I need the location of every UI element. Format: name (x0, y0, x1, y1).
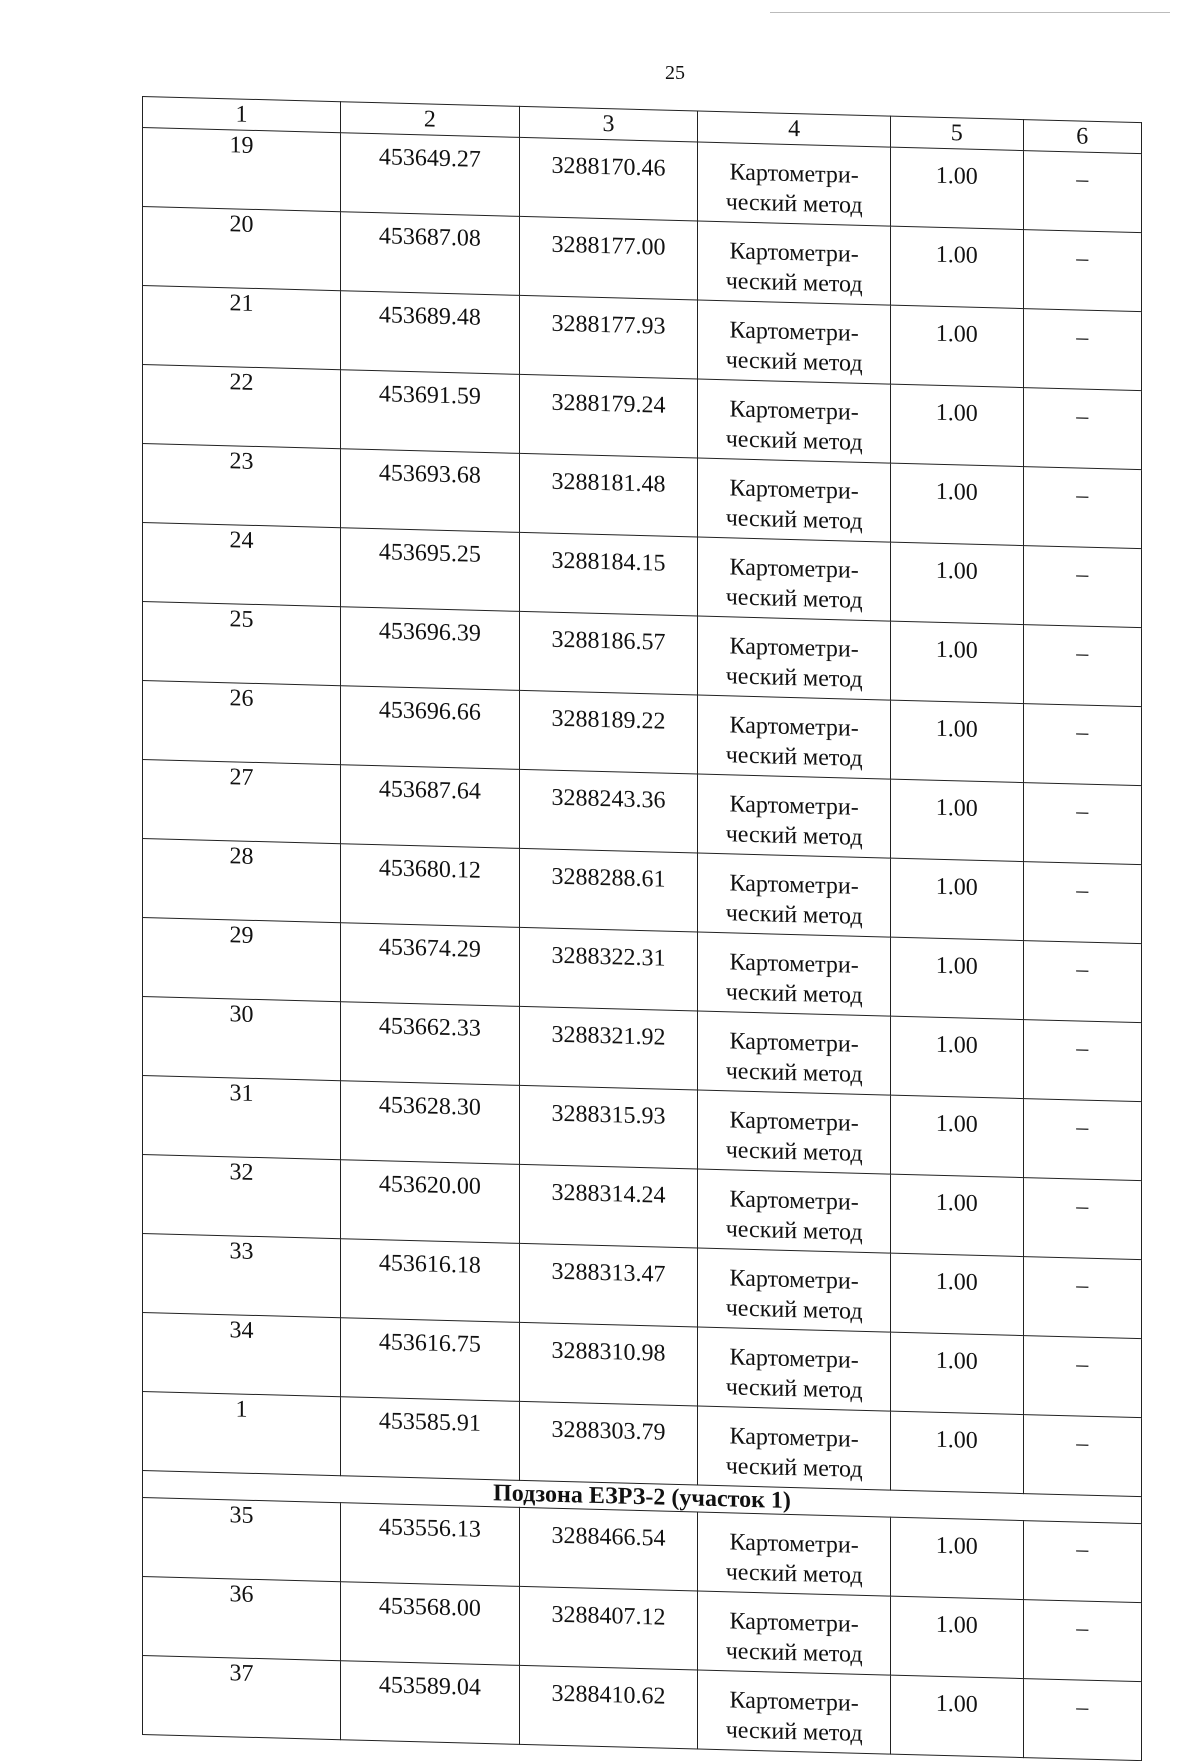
accuracy-cell: 1.00 (890, 226, 1023, 308)
y-coordinate-cell: 3288466.54 (519, 1507, 698, 1591)
point-number-cell: 21 (143, 286, 341, 370)
coordinates-table (142, 96, 1142, 1761)
method-line-2: ческий метод (725, 189, 863, 219)
x-coordinate-cell: 453620.00 (341, 1160, 520, 1244)
method-line-1: Картометри- (729, 1529, 859, 1559)
point-number-cell: 35 (143, 1498, 341, 1582)
x-coordinate-cell: 453649.27 (341, 133, 520, 217)
method-cell (698, 1248, 891, 1332)
accuracy-cell: 1.00 (890, 1016, 1023, 1098)
method-line-2: ческий метод (725, 584, 863, 614)
description-cell: – (1023, 1600, 1142, 1682)
coordinates-table-wrapper (142, 96, 1142, 1761)
method-line-1: Картометри- (729, 1186, 859, 1216)
method-line-1: Картометри- (729, 1423, 859, 1453)
method-line-2: ческий метод (725, 1295, 863, 1325)
x-coordinate-cell: 453616.75 (341, 1318, 520, 1402)
x-coordinate-cell: 453628.30 (341, 1081, 520, 1165)
method-line-1: Картометри- (729, 791, 859, 821)
x-coordinate-cell: 453680.12 (341, 844, 520, 928)
y-coordinate-cell: 3288189.22 (519, 690, 698, 774)
y-coordinate-cell: 3288407.12 (519, 1586, 698, 1670)
method-line-2: ческий метод (725, 1717, 863, 1747)
method-line-1: Картометри- (729, 633, 859, 663)
description-cell: – (1023, 783, 1142, 865)
accuracy-cell: 1.00 (890, 463, 1023, 545)
method-cell (698, 458, 891, 542)
description-cell: – (1023, 1257, 1142, 1339)
method-line-2: ческий метод (725, 505, 863, 535)
description-cell: – (1023, 151, 1142, 233)
x-coordinate-cell: 453687.64 (341, 765, 520, 849)
description-cell: – (1023, 309, 1142, 391)
x-coordinate-cell: 453568.00 (341, 1582, 520, 1666)
accuracy-cell: 1.00 (890, 1253, 1023, 1335)
accuracy-cell: 1.00 (890, 1675, 1023, 1757)
description-cell: – (1023, 1415, 1142, 1497)
point-number-cell: 25 (143, 602, 341, 686)
description-cell: – (1023, 1679, 1142, 1761)
point-number-cell: 32 (143, 1155, 341, 1239)
method-line-1: Картометри- (729, 1107, 859, 1137)
y-coordinate-cell: 3288314.24 (519, 1164, 698, 1248)
header-col-5: 5 (890, 116, 1023, 150)
point-number-cell: 23 (143, 444, 341, 528)
method-line-2: ческий метод (725, 1216, 863, 1246)
y-coordinate-cell: 3288321.92 (519, 1006, 698, 1090)
x-coordinate-cell: 453616.18 (341, 1239, 520, 1323)
accuracy-cell: 1.00 (890, 858, 1023, 940)
method-line-2: ческий метод (725, 821, 863, 851)
accuracy-cell: 1.00 (890, 1332, 1023, 1414)
accuracy-cell: 1.00 (890, 542, 1023, 624)
method-line-1: Картометри- (729, 554, 859, 584)
header-col-2: 2 (341, 102, 520, 138)
method-line-2: ческий метод (725, 347, 863, 377)
x-coordinate-cell: 453687.08 (341, 212, 520, 296)
point-number-cell: 33 (143, 1234, 341, 1318)
accuracy-cell: 1.00 (890, 384, 1023, 466)
y-coordinate-cell: 3288186.57 (519, 611, 698, 695)
table-body-part-2 (143, 1498, 1142, 1761)
method-line-2: ческий метод (725, 1453, 863, 1483)
point-number-cell: 24 (143, 523, 341, 607)
page-number: 25 (665, 62, 685, 84)
point-number-cell: 20 (143, 207, 341, 291)
method-line-2: ческий метод (725, 1638, 863, 1668)
x-coordinate-cell: 453585.91 (341, 1397, 520, 1481)
y-coordinate-cell: 3288313.47 (519, 1243, 698, 1327)
description-cell: – (1023, 388, 1142, 470)
method-cell (698, 300, 891, 384)
y-coordinate-cell: 3288410.62 (519, 1665, 698, 1749)
method-cell (698, 379, 891, 463)
description-cell: – (1023, 230, 1142, 312)
method-cell (698, 1090, 891, 1174)
accuracy-cell: 1.00 (890, 1095, 1023, 1177)
header-col-1: 1 (143, 97, 341, 133)
y-coordinate-cell: 3288179.24 (519, 374, 698, 458)
description-cell: – (1023, 862, 1142, 944)
x-coordinate-cell: 453674.29 (341, 923, 520, 1007)
y-coordinate-cell: 3288322.31 (519, 927, 698, 1011)
method-line-1: Картометри- (729, 317, 859, 347)
method-cell (698, 1512, 891, 1596)
method-line-1: Картометри- (729, 1028, 859, 1058)
table-body-part-1 (143, 128, 1142, 1497)
point-number-cell: 22 (143, 365, 341, 449)
method-cell (698, 1169, 891, 1253)
method-cell (698, 142, 891, 226)
x-coordinate-cell: 453696.66 (341, 686, 520, 770)
x-coordinate-cell: 453693.68 (341, 449, 520, 533)
scan-artifact-line (770, 12, 1170, 13)
header-col-3: 3 (519, 106, 698, 142)
x-coordinate-cell: 453662.33 (341, 1002, 520, 1086)
method-cell (698, 1591, 891, 1675)
method-cell (698, 1327, 891, 1411)
method-line-1: Картометри- (729, 159, 859, 189)
method-line-2: ческий метод (725, 426, 863, 456)
point-number-cell: 30 (143, 997, 341, 1081)
method-line-1: Картометри- (729, 1608, 859, 1638)
header-col-4: 4 (698, 111, 891, 147)
x-coordinate-cell: 453696.39 (341, 607, 520, 691)
method-line-2: ческий метод (725, 1374, 863, 1404)
method-line-1: Картометри- (729, 1265, 859, 1295)
accuracy-cell: 1.00 (890, 147, 1023, 229)
description-cell: – (1023, 704, 1142, 786)
accuracy-cell: 1.00 (890, 779, 1023, 861)
method-cell (698, 1011, 891, 1095)
accuracy-cell: 1.00 (890, 1596, 1023, 1678)
point-number-cell: 26 (143, 681, 341, 765)
x-coordinate-cell: 453695.25 (341, 528, 520, 612)
method-line-1: Картометри- (729, 238, 859, 268)
method-cell (698, 537, 891, 621)
point-number-cell: 36 (143, 1577, 341, 1661)
point-number-cell: 37 (143, 1656, 341, 1740)
description-cell: – (1023, 941, 1142, 1023)
method-line-2: ческий метод (725, 1559, 863, 1589)
method-line-1: Картометри- (729, 1344, 859, 1374)
x-coordinate-cell: 453689.48 (341, 291, 520, 375)
method-cell (698, 1406, 891, 1490)
point-number-cell: 34 (143, 1313, 341, 1397)
method-line-2: ческий метод (725, 900, 863, 930)
method-line-2: ческий метод (725, 663, 863, 693)
x-coordinate-cell: 453589.04 (341, 1661, 520, 1745)
method-line-1: Картометри- (729, 870, 859, 900)
x-coordinate-cell: 453556.13 (341, 1503, 520, 1587)
method-cell (698, 221, 891, 305)
method-line-1: Картометри- (729, 949, 859, 979)
point-number-cell: 19 (143, 128, 341, 212)
y-coordinate-cell: 3288288.61 (519, 848, 698, 932)
accuracy-cell: 1.00 (890, 1174, 1023, 1256)
method-line-2: ческий метод (725, 979, 863, 1009)
description-cell: – (1023, 625, 1142, 707)
description-cell: – (1023, 1020, 1142, 1102)
y-coordinate-cell: 3288243.36 (519, 769, 698, 853)
accuracy-cell: 1.00 (890, 1411, 1023, 1493)
point-number-cell: 1 (143, 1392, 341, 1476)
method-line-2: ческий метод (725, 742, 863, 772)
description-cell: – (1023, 1521, 1142, 1603)
y-coordinate-cell: 3288184.15 (519, 532, 698, 616)
method-cell (698, 1670, 891, 1754)
accuracy-cell: 1.00 (890, 621, 1023, 703)
method-cell (698, 853, 891, 937)
description-cell: – (1023, 1336, 1142, 1418)
point-number-cell: 29 (143, 918, 341, 1002)
accuracy-cell: 1.00 (890, 1517, 1023, 1599)
description-cell: – (1023, 467, 1142, 549)
x-coordinate-cell: 453691.59 (341, 370, 520, 454)
point-number-cell: 31 (143, 1076, 341, 1160)
header-col-6: 6 (1023, 120, 1142, 154)
method-line-2: ческий метод (725, 268, 863, 298)
accuracy-cell: 1.00 (890, 700, 1023, 782)
y-coordinate-cell: 3288181.48 (519, 453, 698, 537)
method-line-2: ческий метод (725, 1137, 863, 1167)
description-cell: – (1023, 1099, 1142, 1181)
y-coordinate-cell: 3288177.00 (519, 216, 698, 300)
y-coordinate-cell: 3288170.46 (519, 137, 698, 221)
y-coordinate-cell: 3288310.98 (519, 1322, 698, 1406)
point-number-cell: 27 (143, 760, 341, 844)
y-coordinate-cell: 3288303.79 (519, 1401, 698, 1485)
y-coordinate-cell: 3288315.93 (519, 1085, 698, 1169)
accuracy-cell: 1.00 (890, 305, 1023, 387)
method-line-1: Картометри- (729, 475, 859, 505)
method-cell (698, 695, 891, 779)
description-cell: – (1023, 1178, 1142, 1260)
y-coordinate-cell: 3288177.93 (519, 295, 698, 379)
method-line-1: Картометри- (729, 396, 859, 426)
point-number-cell: 28 (143, 839, 341, 923)
section-title: Подзона ЕЗРЗ-2 (участок 1) (143, 1471, 1142, 1524)
method-cell (698, 616, 891, 700)
method-line-2: ческий метод (725, 1058, 863, 1088)
method-cell (698, 774, 891, 858)
method-line-1: Картометри- (729, 712, 859, 742)
accuracy-cell: 1.00 (890, 937, 1023, 1019)
method-cell (698, 932, 891, 1016)
description-cell: – (1023, 546, 1142, 628)
method-line-1: Картометри- (729, 1687, 859, 1717)
